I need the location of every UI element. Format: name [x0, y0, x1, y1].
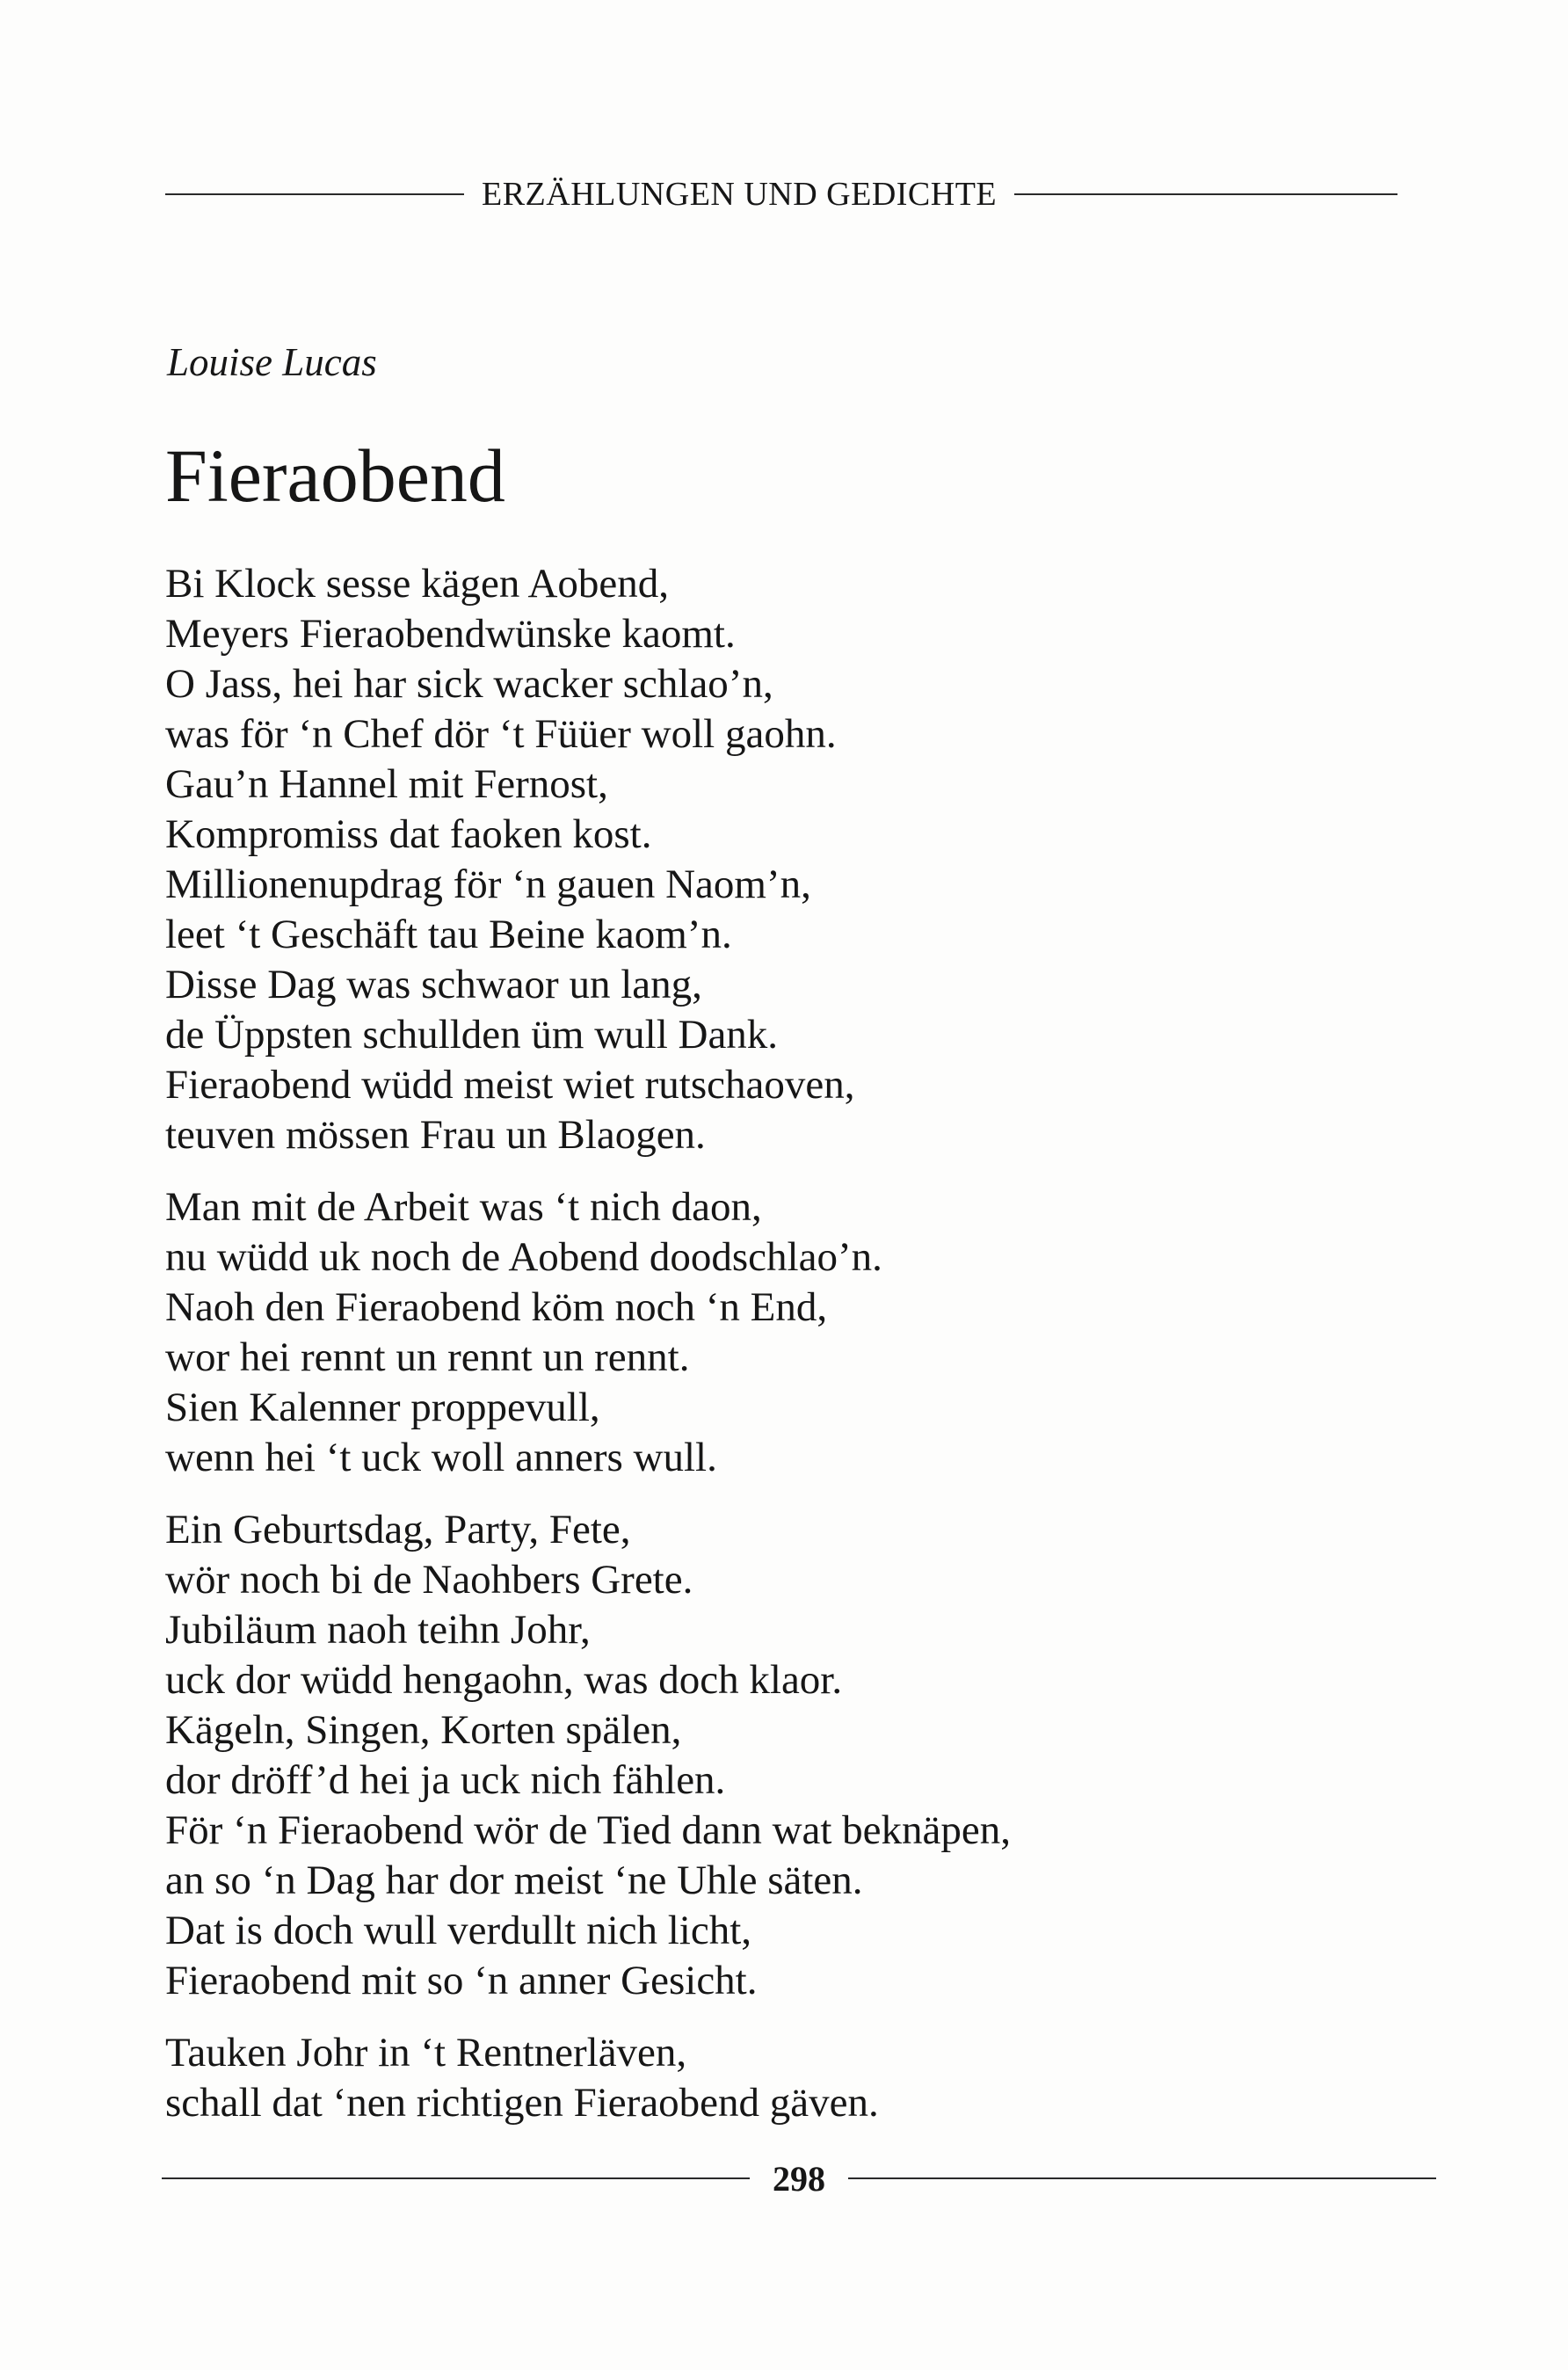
poem-line: Man mit de Arbeit was ‘t nich daon,: [165, 1184, 762, 1230]
poem-line: Millionenupdrag för ‘n gauen Naom’n,: [165, 861, 811, 907]
author-name: Louise Lucas: [167, 340, 377, 384]
poem-line: dor dröff’d hei ja uck nich fählen.: [165, 1757, 726, 1803]
poem-line: wenn hei ‘t uck woll anners wull.: [165, 1435, 717, 1480]
poem-line: Bi Klock sesse kägen Aobend,: [165, 561, 670, 607]
poem-line: Ein Geburtsdag, Party, Fete,: [165, 1507, 631, 1552]
poem-line: uck dor wüdd hengaohn, was doch klaor.: [165, 1657, 843, 1703]
poem-line: Gau’n Hannel mit Fernost,: [165, 761, 608, 807]
poem-line: O Jass, hei har sick wacker schlao’n,: [165, 661, 773, 707]
poem-line: teuven mössen Frau un Blaogen.: [165, 1112, 706, 1158]
poem-line: an so ‘n Dag har dor meist ‘ne Uhle säten.: [165, 1857, 863, 1903]
poem-line: Kompromiss dat faoken kost.: [165, 811, 652, 857]
stanza: [165, 2028, 1413, 2128]
footer-rule-right: [848, 2177, 1436, 2179]
poem-line: schall dat ‘nen richtigen Fieraobend gäven.: [165, 2080, 879, 2126]
poem-title: Fieraobend: [165, 433, 505, 518]
poem-line: wor hei rennt un rennt un rennt.: [165, 1334, 690, 1380]
poem-line: Dat is doch wull verdullt nich licht,: [165, 1908, 752, 1953]
poem-line: de Üppsten schullden üm wull Dank.: [165, 1012, 779, 1058]
poem-line: nu wüdd uk noch de Aobend doodschlao’n.: [165, 1234, 882, 1280]
running-title: ERZÄHLUNGEN UND GEDICHTE: [482, 176, 998, 213]
poem-line: För ‘n Fieraobend wör de Tied dann wat beknäpen,: [165, 1807, 1012, 1853]
poem-body: [165, 559, 1413, 2150]
stanza: [165, 1505, 1413, 2006]
stanza: [165, 1182, 1413, 1483]
page-number: 298: [773, 2158, 825, 2199]
poem-line: leet ‘t Geschäft tau Beine kaom’n.: [165, 912, 732, 957]
poem-line: Fieraobend mit so ‘n anner Gesicht.: [165, 1958, 758, 2003]
page-footer: [162, 2154, 1436, 2203]
poem-line: wör noch bi de Naohbers Grete.: [165, 1557, 693, 1603]
poem-line: Meyers Fieraobendwünske kaomt.: [165, 611, 736, 657]
poem-line: was för ‘n Chef dör ‘t Füüer woll gaohn.: [165, 711, 837, 757]
header-rule-left: [165, 193, 464, 195]
stanza: [165, 559, 1413, 1160]
poem-line: Sien Kalenner proppevull,: [165, 1385, 600, 1430]
header-rule-right: [1014, 193, 1397, 195]
running-header: [165, 172, 1397, 216]
poem-line: Naoh den Fieraobend köm noch ‘n End,: [165, 1284, 828, 1330]
poem-line: Disse Dag was schwaor un lang,: [165, 962, 702, 1007]
poem-line: Kägeln, Singen, Korten spälen,: [165, 1707, 682, 1753]
poem-line: Jubiläum naoh teihn Johr,: [165, 1607, 591, 1653]
footer-rule-left: [162, 2177, 750, 2179]
poem-line: Tauken Johr in ‘t Rentnerläven,: [165, 2030, 687, 2076]
poem-line: Fieraobend wüdd meist wiet rutschaoven,: [165, 1062, 855, 1108]
